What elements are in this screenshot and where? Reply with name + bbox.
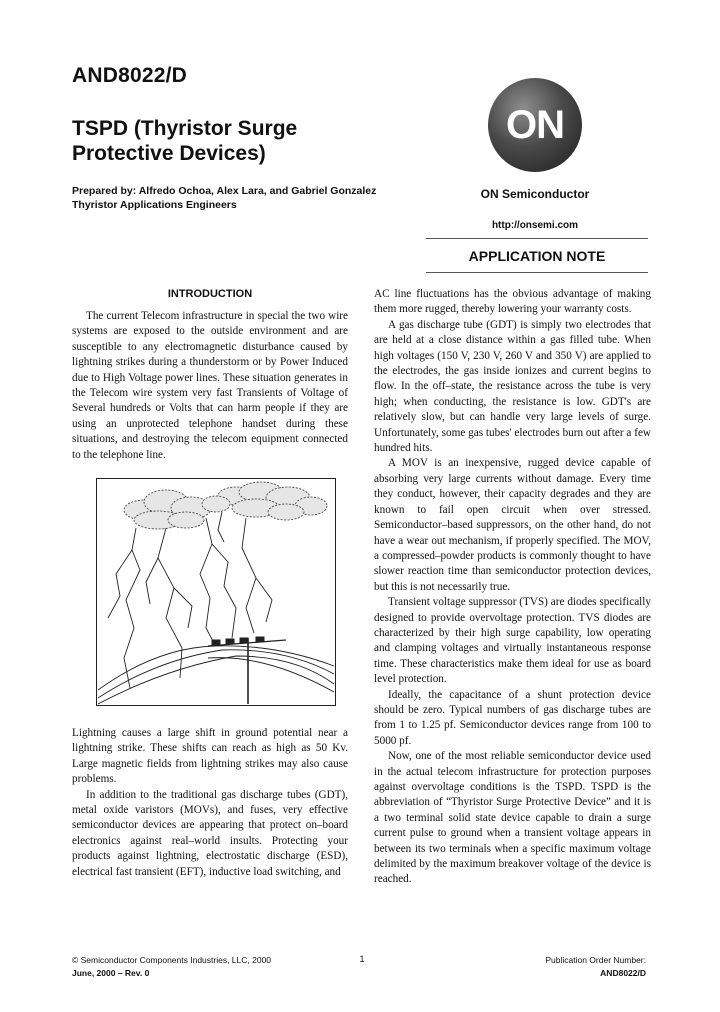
authors-block [72, 184, 376, 212]
paragraph: Now, one of the most reliable semiconductor device used in the actual telecom infrastructure for protection purposes against overvoltage conditions is the TSPD. TSPD is the abbreviation of “Thyristor Surge Protective Device” and it is a two terminal solid state device capable to drain a surge current pulse to ground when a transient voltage appears in between its two terminals when a specific maximum voltage delimited by the maximum breakover voltage of the device is reached. [374, 750, 651, 886]
divider-top [426, 238, 648, 239]
paragraph: The current Telecom infrastructure in special the two wire systems are exposed to the outside environment and are susceptible to any electromagnetic disturbance caused by lightning strikes during a thunderstorm or by Power Induced due to High Voltage power lines. These situation generates in the Telecom wire system very fast Transients of Voltage of Several hundreds or Volts that can harm people if they are using an unprotected telephone handset during these situations, and destroying the telecom equipment connected to the telephone line. [72, 310, 348, 461]
company-name: ON Semiconductor [480, 187, 590, 201]
document-id: AND8022/D [72, 64, 188, 87]
section-heading-introduction: INTRODUCTION [167, 288, 253, 300]
lightning-text-column [72, 726, 348, 880]
footer-right [490, 954, 646, 980]
publication-label: Publication Order Number: [545, 955, 646, 965]
copyright: © Semiconductor Components Industries, LLC, 2000 [72, 955, 272, 965]
paragraph: In addition to the traditional gas discharge tubes (GDT), metal oxide varistors (MOVs), and fuses, very effective semiconductor devices are appearing that protect on–board electronics against real–world insults. Protecting your products against lightning, electrostatic discharge (ESD), electrical fast transient (EFT), inductive load switching, and [72, 788, 348, 878]
company-url[interactable]: http://onsemi.com [491, 220, 579, 231]
title-line-2: Protective Devices) [72, 142, 266, 165]
prepared-by: Prepared by: Alfredo Ochoa, Alex Lara, and Gabriel Gonzalez [72, 185, 377, 197]
divider-bottom [426, 272, 648, 273]
page-title [72, 116, 372, 166]
paragraph: A MOV is an inexpensive, rugged device capable of absorbing very large currents without damage. Every time they conduct, however, their capacity degrades and they are known to fail open circuit when over stressed. Semiconductor–based suppressors, on the other hand, do not have a wear out mechanism, if properly specified. The MOV, a compressed–powder products is commonly thought to have slower reaction time than semiconductor protection devices, but this is not necessarily true. [374, 457, 651, 593]
document-type: APPLICATION NOTE [468, 248, 606, 264]
page-number: 1 [359, 954, 365, 964]
footer-left [72, 954, 271, 980]
paragraph: A gas discharge tube (GDT) is simply two electrodes that are held at a close distance within a gas filled tube. When high voltages (150 V, 230 V, 260 V and 350 V) are applied to the electrodes, the gas inside ionizes and current begins to flow. In the off–state, the resistance across the tube is very high; when conducting, the resistance is low. GDT's are relatively slow, but can handle very large levels of surge. Unfortunately, some gas tubes' electrodes burn out after a few hundred hits. [374, 318, 651, 455]
publication-number: AND8022/D [600, 968, 646, 978]
paragraph: Ideally, the capacitance of a shunt protection device should be zero. Typical numbers of gas discharge tubes are from 1 to 1.25 pf. Semiconductor devices range from 100 to 5000 pf. [374, 688, 651, 747]
lightning-illustration [96, 478, 336, 706]
author-role: Thyristor Applications Engineers [72, 199, 237, 211]
logo-text: ON [506, 103, 564, 147]
right-text-column [374, 287, 651, 888]
paragraph: Lightning causes a large shift in ground potential near a lightning strike. These shifts can reach as high as 50 Kv. Large magnetic fields from lightning strikes may also cause problems. [72, 727, 348, 786]
date-revision: June, 2000 – Rev. 0 [72, 968, 150, 978]
on-semiconductor-logo [488, 78, 582, 172]
intro-text-column [72, 309, 348, 463]
title-line-1: TSPD (Thyristor Surge [72, 117, 298, 140]
paragraph: Transient voltage suppressor (TVS) are diodes specifically designed to provide overvoltage protection. TVS diodes are characterized by their high surge capability, low operating and clamping voltages and virtually instantaneous response time. These characteristics make them ideal for use as board level protection. [374, 596, 651, 686]
paragraph: AC line fluctuations has the obvious advantage of making them more rugged, thereby lowering your warranty costs. [374, 288, 651, 316]
